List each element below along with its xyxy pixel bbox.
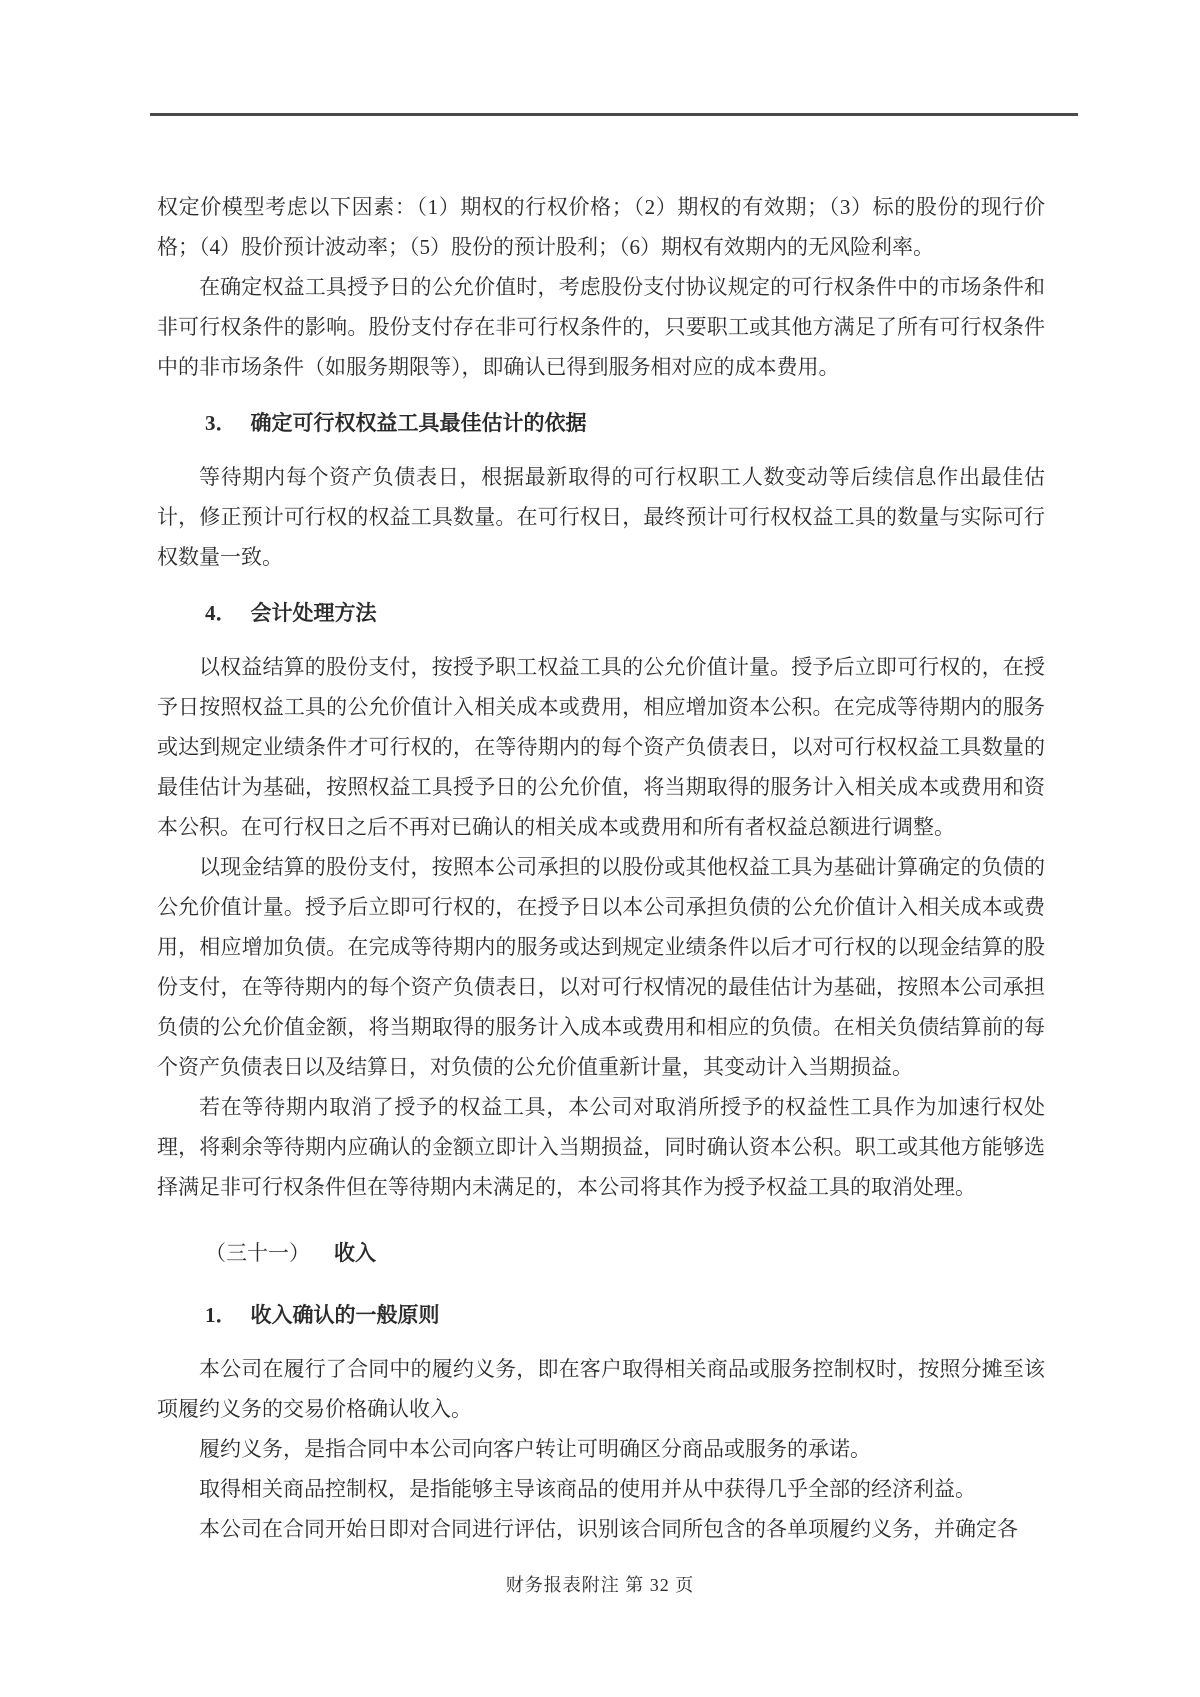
numbered-heading xyxy=(157,1295,1045,1335)
heading-number: 1． xyxy=(205,1303,237,1327)
heading-text: 收入 xyxy=(334,1241,376,1265)
heading-text: 收入确认的一般原则 xyxy=(250,1303,440,1327)
paragraph: 本公司在合同开始日即对合同进行评估，识别该合同所包含的各单项履约义务，并确定各 xyxy=(199,1517,1018,1541)
heading-number: （三十一） xyxy=(205,1241,310,1265)
document-body xyxy=(157,187,1045,1549)
paragraph: 本公司在履行了合同中的履约义务，即在客户取得相关商品或服务控制权时，按照分摊至该项履约义务的交易价格确认收入。 xyxy=(157,1357,1045,1421)
heading-text: 确定可行权权益工具最佳估计的依据 xyxy=(250,411,587,435)
numbered-heading xyxy=(157,593,1045,633)
paragraph: 等待期内每个资产负债表日，根据最新取得的可行权职工人数变动等后续信息作出最佳估计，修正预计可行权的权益工具数量。在可行权日，最终预计可行权权益工具的数量与实际可行权数量一致。 xyxy=(157,465,1045,569)
paragraph: 若在等待期内取消了授予的权益工具，本公司对取消所授予的权益性工具作为加速行权处理，将剩余等待期内应确认的金额立即计入当期损益，同时确认资本公积。职工或其他方能够选择满足非可行权条件但在等待期内未满足的，本公司将其作为授予权益工具的取消处理。 xyxy=(157,1095,1045,1199)
heading-number: 3． xyxy=(205,411,237,435)
heading-text: 会计处理方法 xyxy=(250,601,377,625)
paragraph: 以现金结算的股份支付，按照本公司承担的以股份或其他权益工具为基础计算确定的负债的公允价值计量。授予后立即可行权的，在授予日以本公司承担负债的公允价值计入相关成本或费用，相应增加负债。在完成等待期内的服务或达到规定业绩条件以后才可行权的以现金结算的股份支付，在等待期内的每个资产负债表日，以对可行权情况的最佳估计为基础，按照本公司承担负债的公允价值金额，将当期取得的服务计入成本或费用和相应的负债。在相关负债结算前的每个资产负债表日以及结算日，对负债的公允价值重新计量，其变动计入当期损益。 xyxy=(157,855,1045,1079)
paragraph: 在确定权益工具授予日的公允价值时，考虑股份支付协议规定的可行权条件中的市场条件和非可行权条件的影响。股份支付存在非可行权条件的，只要职工或其他方满足了所有可行权条件中的非市场条件（如服务期限等），即确认已得到服务相对应的成本费用。 xyxy=(157,275,1045,379)
heading-number: 4． xyxy=(205,601,237,625)
paragraph: 权定价模型考虑以下因素：（1）期权的行权价格；（2）期权的有效期；（3）标的股份的现行价格；（4）股价预计波动率；（5）股份的预计股利；（6）期权有效期内的无风险利率。 xyxy=(157,195,1045,259)
section-heading xyxy=(157,1233,1045,1273)
paragraph: 履约义务，是指合同中本公司向客户转让可明确区分商品或服务的承诺。 xyxy=(199,1437,871,1461)
paragraph: 以权益结算的股份支付，按授予职工权益工具的公允价值计量。授予后立即可行权的，在授予日按照权益工具的公允价值计入相关成本或费用，相应增加资本公积。在完成等待期内的服务或达到规定业绩条件才可行权的，在等待期内的每个资产负债表日，以对可行权权益工具数量的最佳估计为基础，按照权益工具授予日的公允价值，将当期取得的服务计入相关成本或费用和资本公积。在可行权日之后不再对已确认的相关成本或费用和所有者权益总额进行调整。 xyxy=(157,655,1045,839)
paragraph: 取得相关商品控制权，是指能够主导该商品的使用并从中获得几乎全部的经济利益。 xyxy=(199,1477,976,1501)
page-footer: 财务报表附注 第 32 页 xyxy=(505,1575,695,1595)
header-rule xyxy=(150,113,1078,116)
numbered-heading xyxy=(157,403,1045,443)
